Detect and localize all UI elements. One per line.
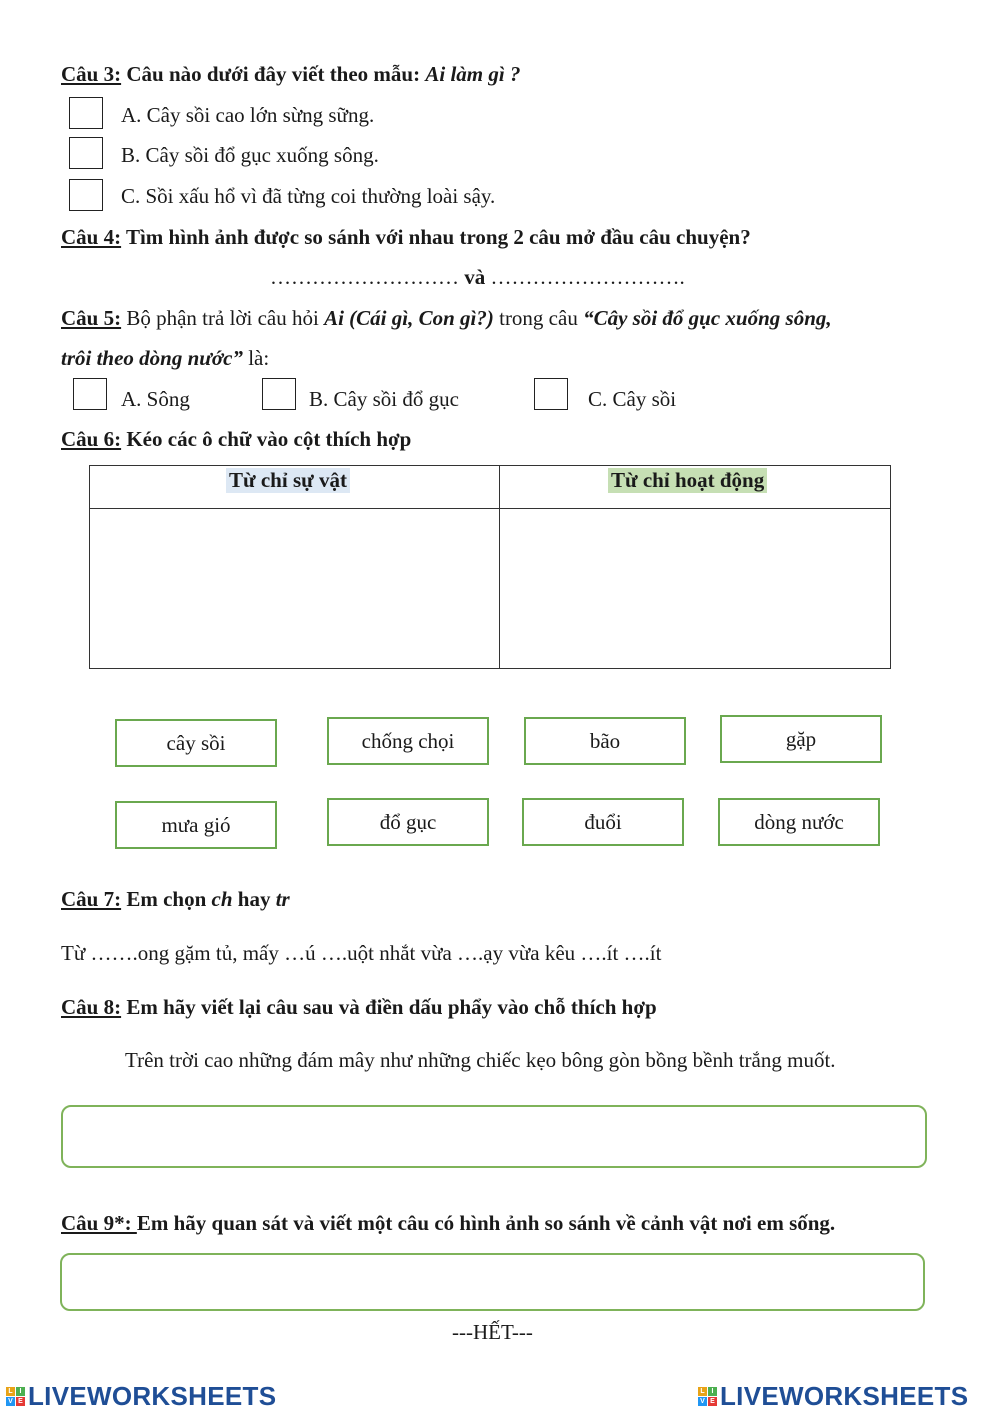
table-header-nouns: Từ chỉ sự vật <box>226 468 350 493</box>
q7-text-a: Em chọn <box>121 887 212 911</box>
logo-blocks-icon: L I V E <box>698 1387 717 1406</box>
q5-quote-line1: “Cây sồi đổ gục xuống sông, <box>583 306 832 330</box>
q3-option-a-label: A. Cây sồi cao lớn sừng sững. <box>121 103 375 127</box>
word-chip-chong-choi[interactable]: chống chọi <box>327 717 489 765</box>
word-chip-do-guc[interactable]: đổ gục <box>327 798 489 846</box>
q3-text: Câu nào dưới đây viết theo mẫu: <box>121 62 426 86</box>
q4-blank-mid: và <box>464 265 486 289</box>
q3-option-b-checkbox[interactable] <box>69 137 103 169</box>
q4-answer-blank[interactable] <box>270 265 685 290</box>
q3-option-c-label: C. Sồi xấu hổ vì đã từng coi thường loài sậy. <box>121 184 496 208</box>
q5-option-c-label: C. Cây sồi <box>588 387 677 411</box>
q8-text: Em hãy viết lại câu sau và điền dấu phẩy vào chỗ thích hợp <box>121 995 657 1019</box>
drop-zone-nouns[interactable] <box>90 509 499 668</box>
q5-text-a: Bộ phận trả lời câu hỏi <box>121 306 325 330</box>
q6-label: Câu 6: <box>61 427 122 451</box>
word-chip-dong-nuoc[interactable]: dòng nước <box>718 798 880 846</box>
q3-pattern: Ai làm gì ? <box>425 62 521 86</box>
q6-heading <box>61 427 411 452</box>
q8-heading <box>61 995 657 1020</box>
q6-text: Kéo các ô chữ vào cột thích hợp <box>121 427 412 451</box>
word-chip-mua-gio[interactable]: mưa gió <box>115 801 277 849</box>
q5-option-b-checkbox[interactable] <box>262 378 296 410</box>
q5-quote-line2: trôi theo dòng nước” <box>61 346 243 370</box>
q3-option-a-checkbox[interactable] <box>69 97 103 129</box>
word-chip-gap[interactable]: gặp <box>720 715 882 763</box>
q7-label: Câu 7: <box>61 887 122 911</box>
q5-text-d: là: <box>242 346 270 370</box>
q5-label: Câu 5: <box>61 306 122 330</box>
end-text: ---HẾT--- <box>452 1320 533 1344</box>
q4-blank-right: ………………………. <box>485 265 685 289</box>
word-chip-cay-soi[interactable]: cây sồi <box>115 719 277 767</box>
word-chip-bao[interactable]: bão <box>524 717 686 765</box>
q7-sentence[interactable]: Từ …….ong gặm tủ, mấy …ú ….uột nhắt vừa ….ạy vừa kêu ….ít ….ít <box>61 941 662 965</box>
sorting-table <box>89 465 891 669</box>
q7-heading <box>61 887 290 912</box>
liveworksheets-logo-left <box>6 1381 276 1412</box>
liveworksheets-logo-right <box>698 1381 968 1412</box>
q3-label: Câu 3: <box>61 62 122 86</box>
q5-option-a-label: A. Sông <box>121 387 190 411</box>
q8-answer-box[interactable] <box>61 1105 927 1168</box>
q4-label: Câu 4: <box>61 225 122 249</box>
q3-heading <box>61 62 520 87</box>
q4-text: Tìm hình ảnh được so sánh với nhau trong 2 câu mở đầu câu chuyện? <box>121 225 751 249</box>
q3-option-b-label: B. Cây sồi đổ gục xuống sông. <box>121 143 379 167</box>
q9-answer-box[interactable] <box>60 1253 925 1311</box>
q9-heading <box>61 1211 835 1236</box>
logo-text-right: LIVEWORKSHEETS <box>720 1381 969 1411</box>
q5-option-c-checkbox[interactable] <box>534 378 568 410</box>
q8-sentence: Trên trời cao những đám mây như những chiếc kẹo bông gòn bồng bềnh trắng muốt. <box>125 1048 836 1072</box>
q8-label: Câu 8: <box>61 995 122 1019</box>
q5-option-a-checkbox[interactable] <box>73 378 107 410</box>
q7-text-b: hay <box>232 887 276 911</box>
q5-text-c: trong câu <box>493 306 584 330</box>
table-header-verbs: Từ chỉ hoạt động <box>608 468 767 493</box>
q5-heading-line2 <box>61 346 269 371</box>
q9-text: Em hãy quan sát và viết một câu có hình ảnh so sánh về cảnh vật nơi em sống. <box>136 1211 836 1235</box>
word-chip-duoi[interactable]: đuổi <box>522 798 684 846</box>
q4-heading <box>61 225 751 250</box>
logo-blocks-icon: L I V E <box>6 1387 25 1406</box>
q9-label: Câu 9*: <box>61 1211 137 1235</box>
logo-text-left: LIVEWORKSHEETS <box>28 1381 277 1411</box>
q7-tr: tr <box>275 887 290 911</box>
q5-option-b-label: B. Cây sồi đổ gục <box>309 387 459 411</box>
q4-blank-left: ……………………… <box>270 265 465 289</box>
q5-heading-line1 <box>61 306 832 331</box>
q3-option-c-checkbox[interactable] <box>69 179 103 211</box>
drop-zone-verbs[interactable] <box>500 509 890 668</box>
q5-text-b: Ai (Cái gì, Con gì?) <box>324 306 494 330</box>
q7-ch: ch <box>211 887 233 911</box>
